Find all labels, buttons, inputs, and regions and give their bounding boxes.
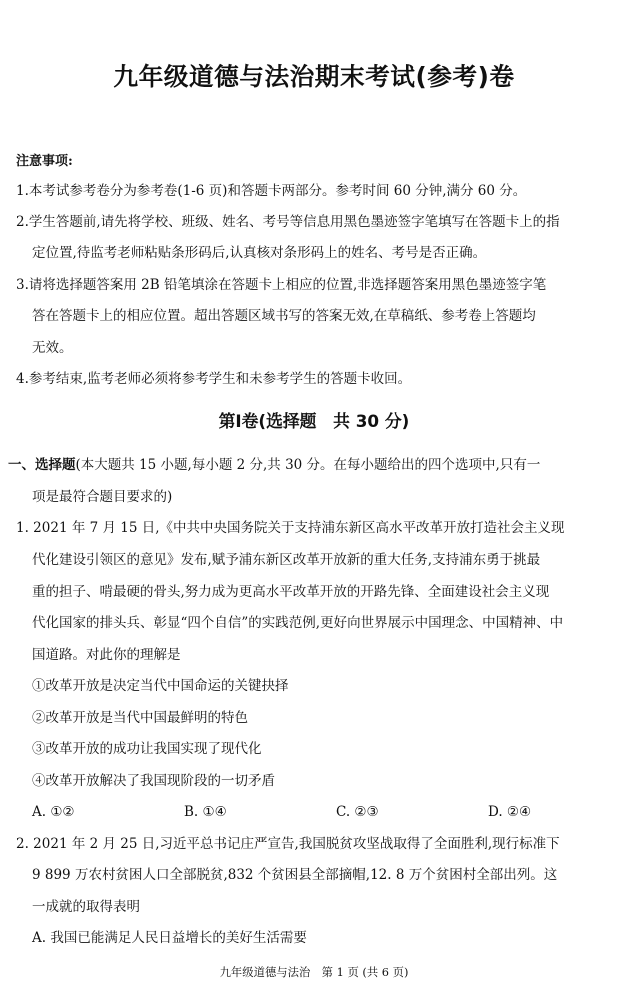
- q1-statement: ①改革开放是决定当代中国命运的关键抉择: [32, 678, 289, 694]
- section-title: 第Ⅰ卷(选择题 共 30 分): [218, 411, 410, 431]
- page-footer: 九年级道德与法治 第 1 页 (共 6 页): [219, 965, 409, 979]
- section-instruction-cont: 项是最符合题目要求的): [32, 489, 173, 505]
- note-line: 定位置,待监考老师粘贴条形码后,认真核对条形码上的姓名、考号是否正确。: [32, 245, 487, 261]
- page-title: 九年级道德与法治期末考试(参考)卷: [113, 62, 515, 91]
- q1-option-a: A. ①②: [32, 804, 75, 820]
- q2-stem-line: 9 899 万农村贫困人口全部脱贫,832 个贫困县全部摘帽,12. 8 万个贫困村全部出列。这: [32, 867, 558, 883]
- q1-statement: ②改革开放是当代中国最鲜明的特色: [32, 710, 248, 726]
- notes-heading: 注意事项:: [16, 154, 73, 169]
- q2-stem-line: 一成就的取得表明: [32, 899, 140, 915]
- q2-stem-line: 2. 2021 年 2 月 25 日,习近平总书记庄严宣告,我国脱贫攻坚战取得了全面胜利,现行标准下: [16, 836, 560, 852]
- note-line: 2.学生答题前,请先将学校、班级、姓名、考号等信息用黑色墨迹签字笔填写在答题卡上的指: [16, 214, 560, 230]
- note-line: 4.参考结束,监考老师必须将参考学生和未参考学生的答题卡收回。: [16, 371, 412, 387]
- q2-option-a: A. 我国已能满足人民日益增长的美好生活需要: [32, 930, 307, 946]
- q1-option-c: C. ②③: [336, 804, 379, 820]
- section-instruction: [8, 455, 540, 475]
- q1-stem-line: 重的担子、啃最硬的骨头,努力成为更高水平改革开放的开路先锋、全面建设社会主义现: [32, 584, 550, 600]
- section-instruction-label: 一、选择题: [8, 457, 76, 473]
- q1-statement: ③改革开放的成功让我国实现了现代化: [32, 741, 262, 757]
- note-line: 3.请将选择题答案用 2B 铅笔填涂在答题卡上相应的位置,非选择题答案用黑色墨迹签字笔: [16, 277, 547, 293]
- note-line: 答在答题卡上的相应位置。超出答题区域书写的答案无效,在草稿纸、参考卷上答题均: [32, 308, 536, 324]
- q1-option-b: B. ①④: [184, 804, 227, 820]
- note-line: 1.本考试参考卷分为参考卷(1-6 页)和答题卡两部分。参考时间 60 分钟,满分 60 分。: [16, 183, 527, 199]
- q1-stem-line: 代化建设引领区的意见》发布,赋予浦东新区改革开放新的重大任务,支持浦东勇于挑最: [32, 552, 541, 568]
- q1-statement: ④改革开放解决了我国现阶段的一切矛盾: [32, 773, 275, 789]
- section-instruction-text: (本大题共 15 小题,每小题 2 分,共 30 分。在每小题给出的四个选项中,只有一: [75, 457, 541, 473]
- q1-stem-line: 代化国家的排头兵、彰显“四个自信”的实践范例,更好向世界展示中国理念、中国精神、中: [32, 615, 564, 631]
- q1-stem-line: 国道路。对此你的理解是: [32, 647, 181, 663]
- q1-stem-line: 1. 2021 年 7 月 15 日,《中共中央国务院关于支持浦东新区高水平改革开放打造社会主义现: [16, 520, 565, 536]
- note-line: 无效。: [32, 340, 73, 356]
- q1-option-d: D. ②④: [488, 804, 532, 820]
